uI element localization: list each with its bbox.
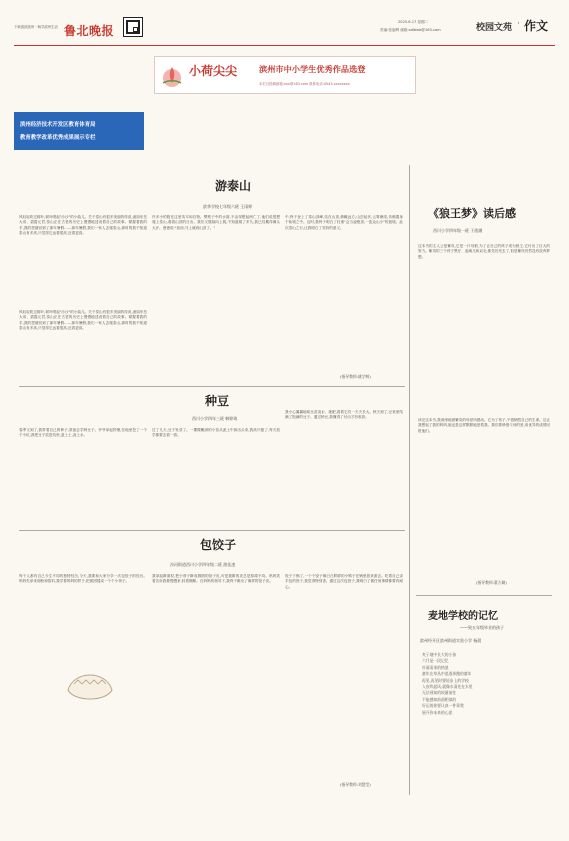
poem-line: 麦子地中长大的小孩 xyxy=(422,652,457,657)
article-title-tai-shan: 游泰山 xyxy=(215,179,252,193)
article-subtitle-mai-di: ——致五年级毕业的孩子 xyxy=(460,625,504,630)
article-text-jiao-zi-1: 每个人都有自己今生不同的独特经历,今天,我要和大家分享一次包饺子的经历。妈妈先拿来面粉和馅料,我学着妈妈的样子,把面团揉成一个个小剂子。 xyxy=(19,574,147,584)
article-text-lang-wang-2: 读完这本书,我深深地被紫岚的母爱所感动。它为了孩子,不惜牺牲自己的生命。这让我想起了我的妈妈,她也是这样默默地爱着我。我们要珍惜父母的爱,用优异的成绩回报他们。 xyxy=(418,418,550,433)
poem-line: 展开你未来的心思 xyxy=(422,709,453,715)
poem-line: 入夜吹起风,就像水清先在水里 xyxy=(422,684,473,690)
section-a: 校园文苑 xyxy=(476,23,513,33)
article-text-tai-shan-2: 许多小的股在这里英木和自物。警察子中的水面,不由得想起两亡了,他们说很想爬上泰山,看看山顶的日出。我们又继续向上爬,不知道爬了多久,我已经累得满头大汗。爸爸说:"加油,马上就到山顶了。" xyxy=(152,215,280,230)
article-byline-lang-wang: 西川小学四年级一班 于劭涵 xyxy=(433,228,483,233)
dumpling-illustration xyxy=(60,640,120,740)
poem-line: 不能感知前面相似的 xyxy=(422,696,457,702)
poem-line: 无法预知的较量前往 xyxy=(422,690,457,696)
qr-code[interactable] xyxy=(124,18,142,36)
article-byline-jiao-zi: 沙河街道西川小学四年级二班 游佳凌 xyxy=(170,562,236,567)
side-banner-line1: 滨州经济技术开发区教育体育局 xyxy=(20,122,96,128)
article-byline-zhong-dou: 西川小学四年三班 韩婷琦 xyxy=(192,416,238,421)
article-title-lang-wang: 《狼王梦》读后感 xyxy=(428,207,516,220)
poem-line: 六月是一段记忆 xyxy=(422,658,449,664)
article-text-jiao-zi-2: 我拿起擀面杖,把小剂子擀成圆圆的饺子皮,可是我擀的皮总是厚薄不均。妈妈笑着告诉我要慢慢来,转着圈擀。在妈妈的指导下,我终于擀出了像样的饺子皮。 xyxy=(152,574,280,584)
article-title-mai-di: 麦地学校的记忆 xyxy=(428,611,498,622)
poem-line: 童年在草丛中追逐奔跑的童年 xyxy=(422,671,472,677)
poem-line: 再见,再见时要轻步上的学校 xyxy=(422,677,469,683)
editor-lang-wang: (指导教师:董方璐) xyxy=(476,580,507,585)
masthead-logo: 鲁北晚报 xyxy=(64,24,115,38)
article-byline-mai-di: 滨州经开区滨州街道实验小学 杨晨 xyxy=(420,638,482,643)
article-text-zhong-dou-1: 春季又到了,我带着自己的种子,准备去学种豆子。爷爷拿起铁锹,在地里挖了一个个小坑,我把豆子放进坑里,盖上土,浇上水。 xyxy=(19,428,147,438)
article-text-tai-shan-1: 风轻轻吹过树叶,树叶唱起"沙沙"的小曲儿。关于泰山有很多美丽的传说,诸如东岳大帝、碧霞元君,泰山正在古老的历史上慢慢地述说着自己的故事。紧握着我的手,我的思绪回到了那年暑假……那年暑假,我们一家人去爬泰山,那时的我不知道泰山有多高,只觉得它远看很高,近看更高。 xyxy=(19,215,147,235)
lotus-icon xyxy=(159,63,185,89)
article-text-tai-shan-1b: 风轻轻吹过树叶,树叶唱起"沙沙"的小曲儿。关于泰山有很多美丽的传说,诸如东岳大帝、碧霞元君,泰山正在古老的历史上慢慢地述说着自己的故事。紧握着我的手,我的思绪回到了那年暑假……那年暑假,我们一家人去爬泰山,那时的我不知道泰山有多高,只觉得它远看很高,近看更高。 xyxy=(19,310,147,330)
article-text-tai-shan-3: 中,终于登上了泰山顶峰,站在山顶,俯瞰远方,山峦起伏,云雾缭绕,仿佛置身于仙境之中。这时,我终于明白了杜甫"会当凌绝顶,一览众山小"的意境。此次泰山之行,让我明白了坚持的意义。 xyxy=(285,215,403,230)
article-text-zhong-dou-2: 过了几天,豆子发芽了。一棵棵嫩绿的小苗从泥土中探出头来,我高兴极了,每天放学都要去看一看。 xyxy=(152,428,280,438)
divider xyxy=(19,386,405,387)
article-title-jiao-zi: 包饺子 xyxy=(200,538,237,552)
poem-line: 好运的你要认真一件事我 xyxy=(422,703,464,709)
banner-sub: 滨州市中小学生优秀作品选登 xyxy=(259,64,366,74)
masthead-slogan: 下载滨滨滨州 · 畅享滨州生活 xyxy=(14,25,58,29)
banner-info: 本栏目投稿邮箱:xxx@163.com 联系电话:0543-xxxxxxxx xyxy=(259,82,350,86)
column-banner xyxy=(154,56,416,94)
article-text-lang-wang-1: 这本书的主人公是紫岚,它是一只母狼,为了让自己的孩子成为狼王,它付出了巨大的努力。紫岚的三个孩子黑仔、蓝魂儿和双毛,都先后死去了,但是紫岚仍然没有放弃梦想。 xyxy=(418,244,550,259)
divider xyxy=(416,595,552,596)
side-banner-line2: 教育教学改革优秀成果展示专栏 xyxy=(20,135,96,141)
poem-line: 扑面而来的热浪 xyxy=(422,664,449,670)
masthead xyxy=(14,10,555,46)
side-banner xyxy=(14,112,144,150)
article-text-zhong-dou-3: 我小心翼翼地给豆苗浇水、施肥,看着它们一天天长大。秋天到了,豆荚里结满了饱满的豆子。通过种豆,我懂得了付出才有收获。 xyxy=(285,410,403,420)
section-b: 作文 xyxy=(524,19,549,33)
issue-date: 2025.6.17 星期二 xyxy=(398,20,429,24)
article-byline-tai-shan: 滨华学校七年级六班 王雨婷 xyxy=(203,204,253,209)
poem-lines xyxy=(422,652,550,716)
divider xyxy=(19,530,405,531)
article-text-jiao-zi-3: 饺子下锅了,一个个饺子像白白胖胖的小鸭子在锅里游来游去。吃着自己亲手包的饺子,我觉得特别香。通过这次包饺子,我明白了做任何事情都要有耐心。 xyxy=(285,574,403,589)
banner-title: 小荷尖尖 xyxy=(189,64,238,78)
section-divider: · xyxy=(517,19,520,29)
editor-line: 责编:张迦利 邮箱:sdlbwb@163.com xyxy=(380,28,441,32)
divider xyxy=(409,165,410,795)
editor-jiao-zi: (指导教师:刘慧莹) xyxy=(340,782,371,787)
editor-tai-shan: (指导教师:姚学鲸) xyxy=(340,374,371,379)
article-title-zhong-dou: 种豆 xyxy=(205,394,230,408)
